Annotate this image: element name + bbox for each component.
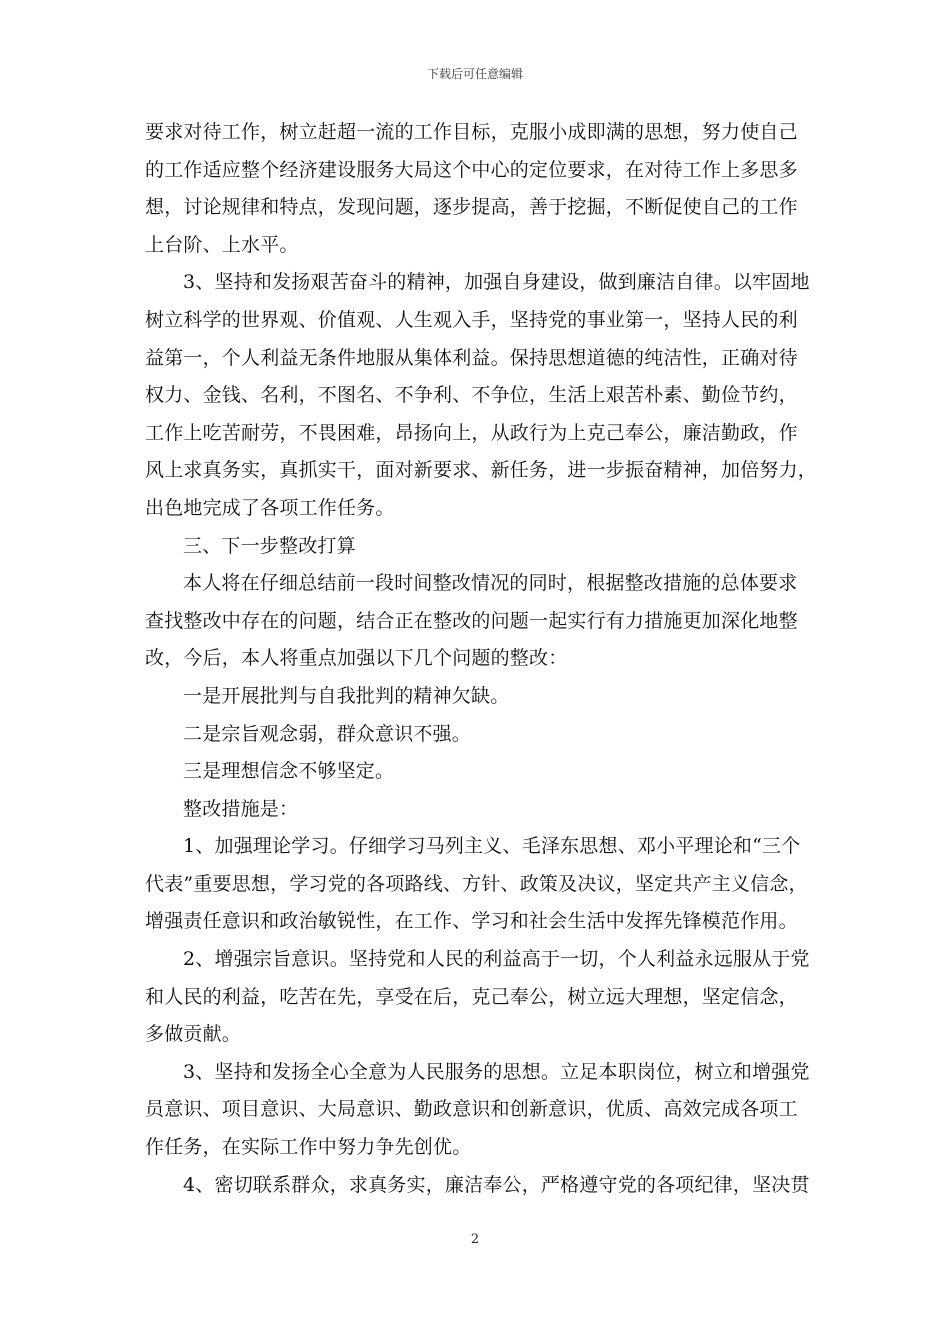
section-heading: 三、下一步整改打算: [183, 534, 356, 557]
body-line: 和人民的利益，吃苦在先，享受在后，克己奉公，树立远大理想，坚定信念，: [145, 985, 798, 1008]
issue-item: 二是宗旨观念弱，群众意识不强。: [183, 722, 472, 745]
paragraph-start-line: 1、加强理论学习。仔细学习马列主义、毛泽东思想、邓小平理论和“三个: [183, 835, 801, 858]
paragraph-start-line: 2、增强宗旨意识。坚持党和人民的利益高于一切，个人利益永远服从于党: [183, 948, 810, 971]
body-line: 查找整改中存在的问题，结合正在整改的问题一起实行有力措施更加深化地整: [145, 609, 798, 632]
body-line: 上台阶、上水平。: [145, 233, 299, 256]
issue-item: 三是理想信念不够坚定。: [183, 760, 395, 783]
body-line: 风上求真务实，真抓实干，面对新要求、新任务，进一步振奋精神，加倍努力，: [145, 459, 818, 482]
body-line: 出色地完成了各项工作任务。: [145, 496, 395, 519]
body-line: 员意识、项目意识、大局意识、勤政意识和创新意识，优质、高效完成各项工: [145, 1098, 798, 1121]
document-body: [145, 114, 817, 1204]
measures-heading: 整改措施是：: [183, 797, 299, 820]
body-line: 多做贡献。: [145, 1023, 242, 1046]
paragraph-start-line: 3、坚持和发扬全心全意为人民服务的思想。立足本职岗位，树立和增强党: [183, 1060, 810, 1083]
paragraph-start-line: 3、坚持和发扬艰苦奋斗的精神，加强自身建设，做到廉洁自律。以牢固地: [183, 271, 810, 294]
body-line: 要求对待工作，树立赶超一流的工作目标，克服小成即满的思想，努力使自己: [145, 121, 798, 143]
body-line: 作任务，在实际工作中努力争先创优。: [145, 1136, 472, 1159]
page-header: 下载后可任意编辑: [426, 67, 523, 81]
body-line: 增强责任意识和政治敏锐性，在工作、学习和社会生活中发挥先锋模范作用。: [145, 910, 798, 933]
page-number: 2: [470, 1232, 480, 1247]
body-line: 树立科学的世界观、价值观、人生观入手，坚持党的事业第一，坚持人民的利: [145, 308, 798, 331]
issue-item: 一是开展批判与自我批判的精神欠缺。: [183, 684, 510, 707]
body-line: 工作上吃苦耐劳，不畏困难，昂扬向上，从政行为上克己奉公，廉洁勤政，作: [145, 421, 798, 444]
paragraph-start-line: 本人将在仔细总结前一段时间整改情况的同时，根据整改措施的总体要求: [183, 572, 798, 595]
body-line: 权力、金钱、名利，不图名、不争利、不争位，生活上艰苦朴素、勤俭节约，: [145, 384, 798, 407]
paragraph-start-line: 4、密切联系群众，求真务实，廉洁奉公，严格遵守党的各项纪律，坚决贯: [183, 1173, 810, 1196]
body-line: 的工作适应整个经济建设服务大局这个中心的定位要求，在对待工作上多思多: [145, 158, 798, 181]
body-line: 益第一，个人利益无条件地服从集体利益。保持思想道德的纯洁性，正确对待: [145, 346, 798, 369]
body-line: 想，讨论规律和特点，发现问题，逐步提高，善于挖掘，不断促使自己的工作: [145, 196, 798, 219]
body-line: 改，今后，本人将重点加强以下几个问题的整改：: [145, 647, 568, 670]
body-line: 代表”重要思想，学习党的各项路线、方针、政策及决议，坚定共产主义信念，: [145, 872, 808, 895]
